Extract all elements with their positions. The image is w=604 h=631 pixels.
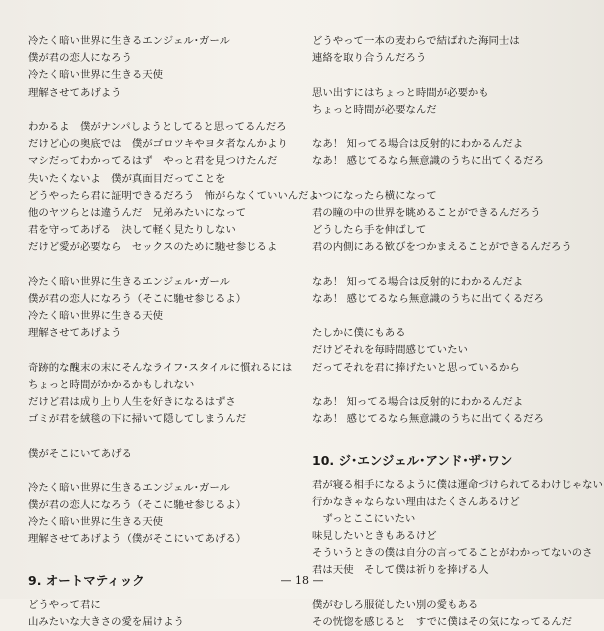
stanza <box>28 274 290 343</box>
lyric-line: なあ！ 感じてるなら無意識のうちに出てくるだろ <box>312 413 544 426</box>
lyric-line: 冷たく暗い世界に生きる天使 <box>28 69 164 82</box>
stanza <box>312 325 597 377</box>
lyric-line: だけど君は成り上り人生を好きになるはずさ <box>28 395 236 408</box>
page-number: — 18 — <box>280 574 324 587</box>
lyric-line: そういうときの僕は自分の言ってることがわかってないのさ <box>312 547 593 560</box>
stanza <box>28 480 290 549</box>
lyric-line: マシだってわかってるはず やっと君を見つけたんだ <box>28 155 278 168</box>
lyric-line: 理解させてあげよう（僕がそこにいてあげる） <box>28 533 247 546</box>
lyric-line: 理解させてあげよう <box>28 86 122 99</box>
lyric-line: 連絡を取り合うんだろう <box>312 52 427 65</box>
lyric-line: ちょっと時間がかかるかもしれない <box>28 378 195 391</box>
lyric-line: その恍惚を感じると すでに僕はその気になってるんだ <box>312 616 573 628</box>
lyric-line: 僕が君の恋人になろう（そこに馳せ参じるよ） <box>28 292 247 305</box>
lyric-line: 冷たく暗い世界に生きるエンジェル･ガール <box>28 275 230 288</box>
stanza <box>312 597 597 631</box>
lyric-line: 僕が君の恋人になろう <box>28 52 132 65</box>
lyric-line: どうやって一本の麦わらで結ばれた海同士は <box>312 35 520 47</box>
lyric-line: ちょっと時間が必要なんだ <box>312 103 437 116</box>
lyric-line: 奇跡的な醜末の末にそんなライフ･スタイルに慣れるには <box>28 361 293 374</box>
stanza <box>28 597 290 631</box>
lyric-line: 理解させてあげよう <box>28 327 122 340</box>
stanza <box>312 477 603 580</box>
lyric-line: どうやったら君に証明できるだろう 怖がらなくていいんだよ <box>28 189 319 202</box>
lyric-line: なあ！ 知ってる場合は反射的にわかるんだよ <box>312 275 524 288</box>
lyric-line: なあ！ 知ってる場合は反射的にわかるんだよ <box>312 138 524 151</box>
lyric-line: いつになったら横になって <box>312 189 437 202</box>
lyric-line: 冷たく暗い世界に生きるエンジェル･ガール <box>28 481 230 494</box>
lyric-line: 山みたいな大きさの愛を届けよう <box>28 616 184 628</box>
lyric-line: だけどそれを毎時間感じていたい <box>312 344 468 357</box>
stanza <box>312 136 597 170</box>
lyric-line: 失いたくないよ 僕が真面目だってことを <box>28 172 226 185</box>
stanza <box>312 85 597 119</box>
section-title: 10. ジ･エンジェル･アンド･ザ･ワン <box>312 452 513 468</box>
lyric-line: 君を守ってあげる 決して軽く見たりしない <box>28 224 236 237</box>
lyric-line: 思い出すにはちょっと時間が必要かも <box>312 86 489 99</box>
lyric-line: だってそれを君に捧げたいと思っているから <box>312 361 520 374</box>
lyric-line: 僕がそこにいてあげる <box>28 447 132 460</box>
lyric-line: わかるよ 僕がナンパしようとしてると思ってるんだろ <box>28 120 287 133</box>
lyric-line: だけど心の奥底では 僕がゴロツキやヨタ者なんかより <box>28 138 288 151</box>
stanza <box>312 33 597 67</box>
lyric-line: たしかに僕にもある <box>312 327 406 340</box>
lyric-line: 僕がむしろ服従したい別の愛もある <box>312 598 479 611</box>
lyric-line: 冷たく暗い世界に生きる天使 <box>28 516 164 529</box>
stanza <box>28 446 290 463</box>
lyric-line: 冷たく暗い世界に生きるエンジェル･ガール <box>28 35 230 47</box>
stanza <box>28 360 293 429</box>
lyric-line: どうやって君に <box>28 598 101 611</box>
stanza <box>312 188 597 257</box>
lyric-line: 君が寝る相手になるように僕は運命づけられてるわけじゃない <box>312 478 603 491</box>
lyric-line: 味見したいときもあるけど <box>312 530 437 543</box>
lyric-line: 君は天使 そして僕は祈りを捧げる人 <box>312 564 489 577</box>
lyric-line: 行かなきゃならない理由はたくさんあるけど <box>312 495 520 508</box>
section-title: 9. オートマティック <box>28 572 145 588</box>
lyric-line: どうしたら手を伸ばして <box>312 224 427 237</box>
lyric-line: 君の瞳の中の世界を眺めることができるんだろう <box>312 206 541 219</box>
stanza <box>312 274 597 308</box>
stanza <box>312 394 597 428</box>
stanza <box>28 33 290 102</box>
lyric-line: 君の内側にある歓びをつかまえることができるんだろう <box>312 241 572 254</box>
right-column <box>312 33 603 631</box>
stanza <box>28 119 319 257</box>
lyric-line: ゴミが君を絨毯の下に掃いて隠してしまうんだ <box>28 413 247 426</box>
lyric-line: なあ！ 知ってる場合は反射的にわかるんだよ <box>312 395 524 408</box>
lyric-line: 僕が君の恋人になろう（そこに馳せ参じるよ） <box>28 499 247 512</box>
lyric-line: だけど愛が必要なら セックスのために馳せ参じるよ <box>28 241 278 254</box>
lyric-line: なあ！ 感じてるなら無意識のうちに出てくるだろ <box>312 292 544 305</box>
lyric-line: ずっとここにいたい <box>312 512 416 525</box>
lyric-line: 他のヤツらとは違うんだ 兄弟みたいになって <box>28 206 247 219</box>
lyric-line: 冷たく暗い世界に生きる天使 <box>28 310 164 322</box>
lyric-line: なあ！ 感じてるなら無意識のうちに出てくるだろ <box>312 155 544 168</box>
